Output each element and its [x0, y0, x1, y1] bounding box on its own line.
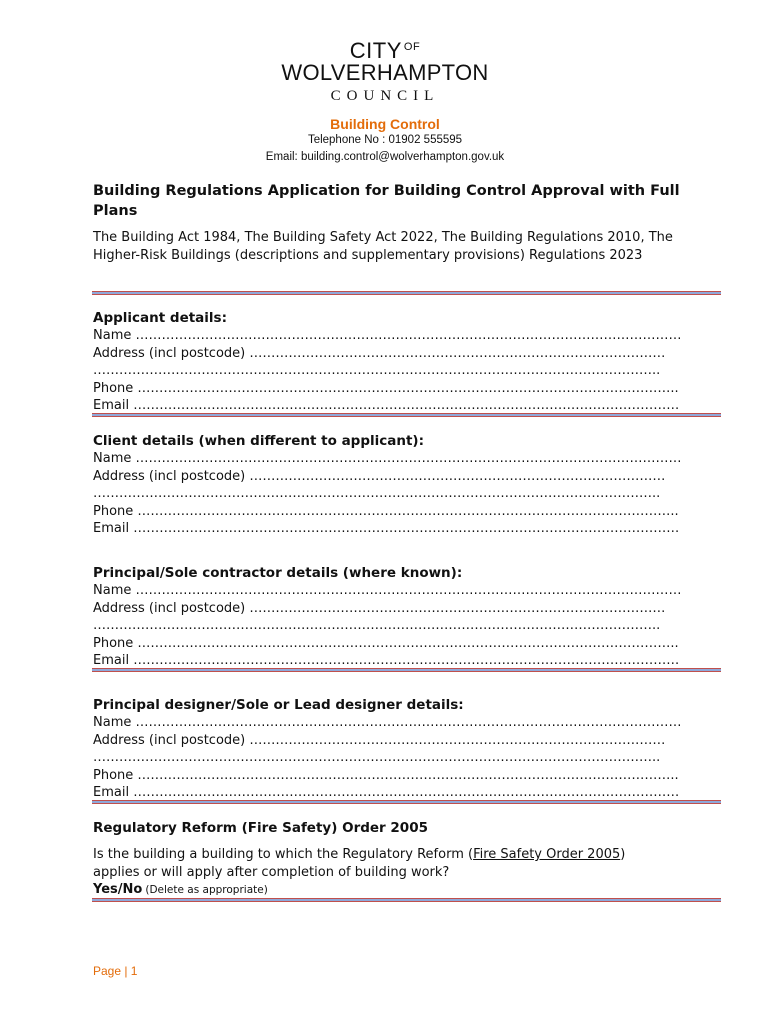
- email-field[interactable]: Email ………………………………………………………………………………………………………………: [93, 398, 680, 413]
- client-details: [93, 432, 683, 538]
- phone-field[interactable]: Phone ……………………………………………………………………………………………………………..: [93, 380, 679, 396]
- page-number: Page | 1: [93, 964, 138, 978]
- fire-safety-question: Is the building a building to which the Regulatory Reform (Fire Safety Order 2005) applies or will apply after completion of building work?: [93, 847, 626, 880]
- section-heading: Applicant details:: [93, 310, 227, 326]
- delete-note: (Delete as appropriate): [145, 884, 268, 896]
- address-field[interactable]: Address (incl postcode) ……………………………………………………………………………………: [93, 732, 666, 748]
- address-field[interactable]: Address (incl postcode) ……………………………………………………………………………………: [93, 600, 666, 616]
- email-field[interactable]: Email ………………………………………………………………………………………………………………: [93, 521, 680, 536]
- section-divider: [92, 668, 721, 672]
- section-heading: Client details (when different to applicant):: [93, 433, 425, 449]
- logo-city: CITY $^{OF}$: [349, 38, 421, 63]
- contractor-details: [93, 564, 683, 670]
- department-title: Building Control: [330, 116, 440, 132]
- email-field[interactable]: Email ………………………………………………………………………………………………………………: [93, 785, 680, 800]
- name-field[interactable]: Name ………………………………………………………………………………………………………………: [93, 451, 682, 466]
- address-field[interactable]: Address (incl postcode) ……………………………………………………………………………………: [93, 345, 666, 361]
- logo-council: COUNCIL: [330, 88, 440, 104]
- telephone: Telephone No : 01902 555595: [307, 134, 463, 146]
- email-address: Email: building.control@wolverhampton.gov.uk: [265, 151, 505, 163]
- name-field[interactable]: Name ………………………………………………………………………………………………………………: [93, 583, 682, 598]
- address-line-2-field[interactable]: …………………………………………………………………………………………………………………..: [93, 618, 661, 633]
- address-line-2-field[interactable]: …………………………………………………………………………………………………………………..: [93, 486, 661, 501]
- yes-no-answer: [93, 882, 268, 897]
- logo-wolverhampton: WOLVERHAMPTON: [281, 60, 489, 85]
- address-field[interactable]: Address (incl postcode) ……………………………………………………………………………………: [93, 468, 666, 484]
- section-divider: [92, 800, 721, 804]
- fire-safety-order-link[interactable]: Fire Safety Order 2005: [473, 847, 621, 862]
- applicant-details: [93, 309, 683, 415]
- fire-safety-heading: Regulatory Reform (Fire Safety) Order 2005: [93, 820, 428, 836]
- name-field[interactable]: Name ………………………………………………………………………………………………………………: [93, 328, 682, 343]
- address-line-2-field[interactable]: …………………………………………………………………………………………………………………..: [93, 363, 661, 378]
- legislation-list: The Building Act 1984, The Building Safety Act 2022, The Building Regulations 2010, The Higher-Risk Buildings (descriptions and supplementary provisions) Regulations 2023: [93, 230, 673, 263]
- phone-field[interactable]: Phone ……………………………………………………………………………………………………………..: [93, 635, 679, 651]
- email-field[interactable]: Email ………………………………………………………………………………………………………………: [93, 653, 680, 668]
- document-title: Building Regulations Application for Building Control Approval with Full Plans: [93, 183, 680, 219]
- logo-of: OF: [403, 41, 421, 53]
- section-divider: [92, 413, 721, 417]
- designer-details: [93, 696, 683, 802]
- section-heading: Principal designer/Sole or Lead designer details:: [93, 697, 464, 713]
- address-line-2-field[interactable]: …………………………………………………………………………………………………………………..: [93, 750, 661, 765]
- section-divider: [92, 898, 721, 902]
- phone-field[interactable]: Phone ……………………………………………………………………………………………………………..: [93, 503, 679, 519]
- phone-field[interactable]: Phone ……………………………………………………………………………………………………………..: [93, 767, 679, 783]
- section-divider: [92, 291, 721, 295]
- yes-no-field[interactable]: Yes/No: [93, 882, 143, 897]
- section-heading: Principal/Sole contractor details (where known):: [93, 565, 463, 581]
- name-field[interactable]: Name ………………………………………………………………………………………………………………: [93, 715, 682, 730]
